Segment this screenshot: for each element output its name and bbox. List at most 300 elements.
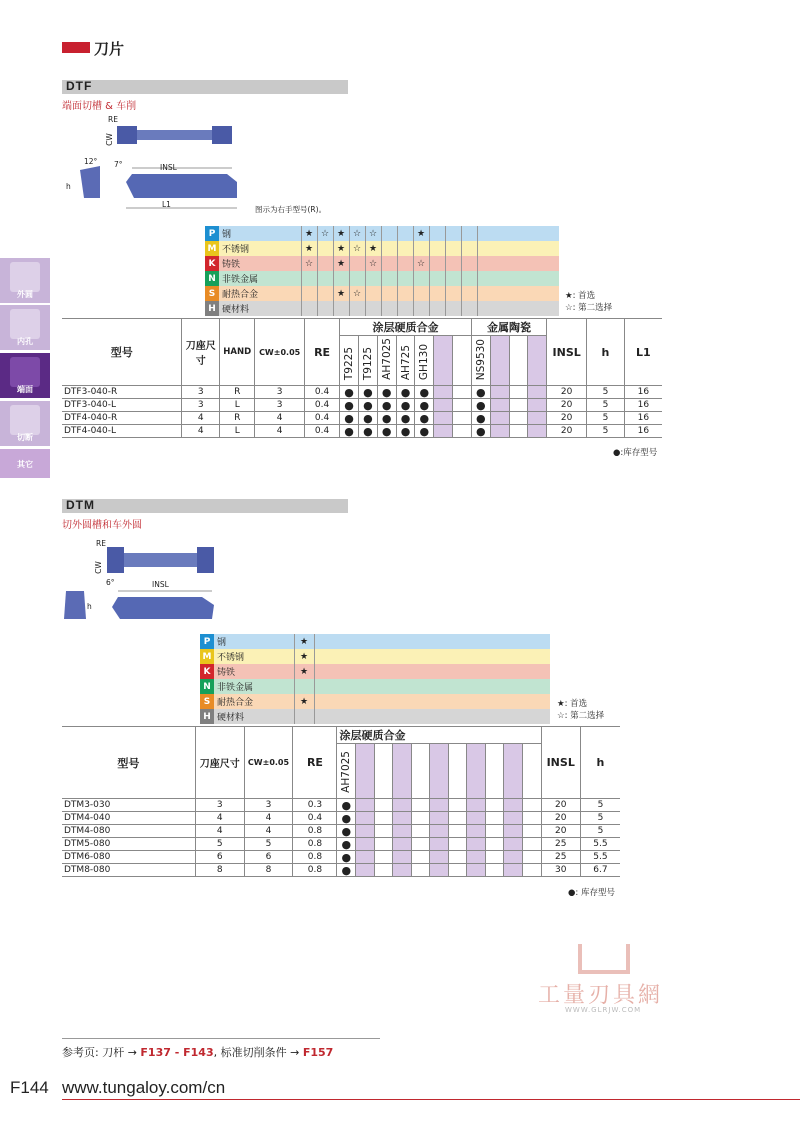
stock-availability-cell [356,799,375,812]
grade-name: AH7025 [380,338,393,380]
grade-column-header [359,336,378,386]
stock-availability-cell [528,412,547,425]
grade-name: NS9530 [474,338,487,380]
model-cell: DTM3-030 [62,799,195,812]
insl-cell: 20 [541,825,580,838]
stock-availability-cell: ● [337,851,356,864]
footer-ref-mid: , 标准切削条件 → [213,1046,300,1059]
stock-availability-cell [509,412,528,425]
grade-recommendation-mark: ☆ [349,226,365,241]
hand-cell: L [220,425,255,438]
material-name: 不锈钢 [219,241,301,256]
stock-availability-cell: ● [377,399,396,412]
insl-cell: 20 [541,812,580,825]
h-cell: 5 [580,799,620,812]
h-cell: 6.7 [580,864,620,877]
grade-recommendation-mark: ★ [333,256,349,271]
insl-cell: 25 [541,838,580,851]
dtf-title: DTF [66,79,93,93]
stock-availability-cell: ● [377,386,396,399]
stock-availability-cell: ● [471,425,490,438]
stock-availability-cell [522,825,541,838]
stock-availability-cell [411,825,430,838]
re-cell: 0.4 [304,386,339,399]
grade-column-header [509,336,528,386]
stock-availability-cell [411,799,430,812]
grade-recommendation-mark [397,301,413,316]
grade-recommendation-mark: ☆ [317,226,333,241]
grade-column-header [415,336,434,386]
grade-column-header [377,336,396,386]
stock-availability-cell [504,864,523,877]
material-code-badge: K [205,256,219,271]
stock-availability-cell [509,425,528,438]
grade-recommendation-mark [413,286,429,301]
grade-recommendation-mark: ☆ [349,241,365,256]
grade-recommendation-mark: ☆ [365,226,381,241]
grade-column-header [393,744,412,799]
dtm-angle-label: 6° [106,578,115,587]
model-cell: DTF3-040-L [62,399,182,412]
dtm-material-row [200,694,550,709]
grade-recommendation-mark [317,256,333,271]
stock-availability-cell [467,838,486,851]
material-code-badge: N [205,271,219,286]
h-cell: 5 [587,386,625,399]
material-code-badge: P [205,226,219,241]
grade-recommendation-mark [397,241,413,256]
material-row-filler [477,256,559,271]
hand-cell: L [220,399,255,412]
stock-availability-cell [393,838,412,851]
stock-availability-cell: ● [340,386,359,399]
dtm-stock-note: ●: 库存型号 [568,888,615,898]
dtf-l1-label: L1 [162,200,171,209]
cw-cell: 4 [244,825,293,838]
dtm-title: DTM [66,498,95,512]
watermark-logo-icon [578,944,630,974]
grade-recommendation-mark [349,256,365,271]
l1-cell: 16 [624,386,662,399]
table-row [62,812,620,825]
stock-availability-cell [374,838,393,851]
stock-availability-cell [485,799,504,812]
stock-availability-cell [374,799,393,812]
stock-availability-cell [504,825,523,838]
h-cell: 5 [587,399,625,412]
grade-recommendation-mark [333,301,349,316]
stock-availability-cell [522,799,541,812]
grade-column-header [434,336,453,386]
dtf-col-l1: L1 [624,319,662,386]
re-cell: 0.3 [293,799,337,812]
dtm-col-re: RE [293,727,337,799]
insl-cell: 20 [547,386,587,399]
grade-recommendation-mark [461,286,477,301]
grade-recommendation-mark: ★ [294,664,314,679]
stock-availability-cell: ● [471,412,490,425]
stock-availability-cell [393,812,412,825]
grade-recommendation-mark: ★ [294,649,314,664]
insl-cell: 20 [541,799,580,812]
grade-recommendation-mark [381,256,397,271]
stock-availability-cell: ● [471,399,490,412]
dtf-insert-diagram [62,112,342,212]
h-cell: 5 [587,412,625,425]
holder-size-cell: 3 [195,799,244,812]
stock-availability-cell: ● [340,399,359,412]
grade-recommendation-mark [333,271,349,286]
dtf-material-row [205,286,559,301]
stock-availability-cell [434,386,453,399]
grade-recommendation-mark: ★ [333,241,349,256]
grade-recommendation-mark [301,301,317,316]
material-row-filler [314,694,550,709]
grade-column-header [337,744,356,799]
dtm-section-header [62,499,348,513]
grade-name: T9225 [343,346,356,380]
grade-recommendation-mark [461,271,477,286]
dtm-material-row [200,649,550,664]
stock-availability-cell [490,412,509,425]
grade-recommendation-mark: ★ [413,226,429,241]
stock-availability-cell [467,825,486,838]
side-nav-item-face[interactable]: 端面 [0,353,50,399]
dtf-col-model: 型号 [62,319,182,386]
dtf-section-header [62,80,348,94]
grade-column-header [522,744,541,799]
dtm-legend-second: ☆: 第二选择 [557,711,605,721]
stock-availability-cell [509,386,528,399]
dtf-col-cw: CW±0.05 [255,319,305,386]
grade-recommendation-mark: ★ [294,694,314,709]
model-cell: DTF4-040-L [62,425,182,438]
grade-recommendation-mark [461,301,477,316]
dtf-data-table [62,318,662,438]
table-row [62,838,620,851]
grade-recommendation-mark: ★ [365,241,381,256]
re-cell: 0.4 [304,425,339,438]
cw-cell: 3 [255,399,305,412]
grade-column-header [467,744,486,799]
stock-availability-cell [448,864,467,877]
side-nav-item-other[interactable]: 其它 [0,449,50,479]
footer-ref-link-conditions[interactable]: F157 [302,1046,334,1059]
stock-availability-cell: ● [337,838,356,851]
stock-availability-cell: ● [337,864,356,877]
re-cell: 0.8 [293,838,337,851]
dtm-h-label: h [87,602,92,611]
dtm-group-coated: 涂层硬质合金 [337,727,541,744]
insl-cell: 20 [547,425,587,438]
stock-availability-cell [522,851,541,864]
dtm-material-row [200,679,550,694]
stock-availability-cell [434,412,453,425]
stock-availability-cell: ● [359,425,378,438]
stock-availability-cell [448,812,467,825]
re-cell: 0.4 [293,812,337,825]
stock-availability-cell [467,851,486,864]
title-accent-bar [62,42,90,53]
page-number: F144 [10,1078,49,1097]
grade-name: AH7025 [340,751,353,793]
stock-availability-cell [485,838,504,851]
grade-name: T9125 [361,346,374,380]
material-name: 耐热合金 [214,694,294,709]
stock-availability-cell [393,851,412,864]
grade-recommendation-mark: ☆ [413,256,429,271]
dtf-handedness-note: 图示为右手型号(R)。 [255,205,327,214]
stock-availability-cell [430,812,449,825]
grade-recommendation-mark [294,709,314,724]
model-cell: DTM6-080 [62,851,195,864]
stock-availability-cell [374,825,393,838]
stock-availability-cell [528,425,547,438]
stock-availability-cell [485,825,504,838]
dtm-col-cw: CW±0.05 [244,727,293,799]
table-row [62,386,662,399]
grade-recommendation-mark [301,286,317,301]
grade-recommendation-mark: ★ [301,226,317,241]
stock-availability-cell: ● [396,386,415,399]
material-code-badge: S [200,694,214,709]
material-row-filler [477,301,559,316]
side-nav-item-cutoff[interactable]: 切断 [0,401,50,447]
dtm-material-table [200,634,550,724]
grade-recommendation-mark [397,226,413,241]
dtf-material-row [205,241,559,256]
material-code-badge: N [200,679,214,694]
grade-recommendation-mark [413,301,429,316]
footer-url[interactable]: www.tungaloy.com/cn [62,1078,226,1097]
dtf-insert-top-left-head [117,126,137,144]
grade-recommendation-mark [445,271,461,286]
dtm-cw-label: CW [93,561,103,574]
stock-availability-cell [448,799,467,812]
grade-column-header [396,336,415,386]
re-cell: 0.8 [293,851,337,864]
dtm-legend-preferred: ★: 首选 [557,699,588,709]
grade-column-header [411,744,430,799]
external-turning-icon [10,262,40,292]
footer-reference [62,1044,333,1060]
side-nav [0,258,50,488]
stock-availability-cell [485,864,504,877]
grade-recommendation-mark [413,271,429,286]
material-row-filler [477,226,559,241]
stock-availability-cell: ● [359,386,378,399]
material-row-filler [477,241,559,256]
face-grooving-icon [10,357,40,387]
dtm-insert-side-view [64,591,86,619]
dtm-data-table [62,726,620,877]
stock-availability-cell: ● [337,799,356,812]
stock-availability-cell: ● [396,399,415,412]
stock-availability-cell: ● [415,386,434,399]
re-cell: 0.8 [293,864,337,877]
stock-availability-cell [504,812,523,825]
dtf-subtitle: 端面切槽 & 车削 [62,101,137,112]
dtf-legend-second: ☆: 第二选择 [565,303,613,313]
page-title: 刀片 [94,40,125,58]
dtm-col-holder: 刀座尺寸 [195,727,244,799]
cw-cell: 8 [244,864,293,877]
table-row [62,399,662,412]
grade-recommendation-mark: ☆ [301,256,317,271]
dtf-col-insl: INSL [547,319,587,386]
stock-availability-cell [356,864,375,877]
holder-size-cell: 5 [195,838,244,851]
cw-cell: 4 [255,412,305,425]
grade-recommendation-mark [445,241,461,256]
insl-cell: 20 [547,399,587,412]
cw-cell: 4 [244,812,293,825]
grade-recommendation-mark [381,286,397,301]
stock-availability-cell [528,386,547,399]
dtf-legend-preferred: ★: 首选 [565,291,596,301]
material-name: 硬材料 [219,301,301,316]
grade-recommendation-mark [397,286,413,301]
dtm-insert-front-view [112,597,214,619]
grade-recommendation-mark [413,241,429,256]
stock-availability-cell [356,838,375,851]
grade-recommendation-mark [429,241,445,256]
dtm-material-row [200,709,550,724]
material-code-badge: K [200,664,214,679]
dtm-insl-label: INSL [152,580,169,589]
dtf-h-label: h [66,182,71,191]
stock-availability-cell [453,412,472,425]
dtm-insert-top-right-head [197,547,214,573]
cw-cell: 3 [244,799,293,812]
stock-availability-cell [490,399,509,412]
grade-recommendation-mark: ★ [294,634,314,649]
stock-availability-cell [411,812,430,825]
dtf-material-row [205,256,559,271]
holder-size-cell: 6 [195,851,244,864]
material-name: 钢 [219,226,301,241]
dtf-material-row [205,226,559,241]
l1-cell: 16 [624,412,662,425]
grade-column-header [504,744,523,799]
model-cell: DTM5-080 [62,838,195,851]
grade-recommendation-mark [445,286,461,301]
grade-recommendation-mark [445,301,461,316]
dtm-material-row [200,634,550,649]
grade-recommendation-mark [317,301,333,316]
grade-column-header [430,744,449,799]
cw-cell: 4 [255,425,305,438]
grade-recommendation-mark [461,226,477,241]
watermark-url: WWW.GLRJW.COM [565,1006,642,1014]
grade-recommendation-mark [381,226,397,241]
table-row [62,799,620,812]
material-name: 铸铁 [219,256,301,271]
dtf-insert-front-view [126,174,237,198]
dtm-material-row [200,664,550,679]
internal-turning-icon [10,309,40,339]
table-row [62,825,620,838]
stock-availability-cell: ● [359,412,378,425]
dtf-col-re: RE [304,319,339,386]
dtm-col-insl: INSL [541,727,580,799]
stock-availability-cell [485,851,504,864]
dtf-angle2-label: 7° [114,160,123,169]
dtf-re-label: RE [108,115,118,124]
dtf-insl-label: INSL [160,163,177,172]
grade-recommendation-mark [445,256,461,271]
grade-recommendation-mark [429,286,445,301]
grade-recommendation-mark [381,241,397,256]
dtm-subtitle: 切外圆槽和车外圆 [62,520,142,531]
model-cell: DTM4-080 [62,825,195,838]
stock-availability-cell [504,799,523,812]
material-name: 非铁金属 [214,679,294,694]
model-cell: DTM4-040 [62,812,195,825]
footer-red-rule [62,1099,800,1100]
stock-availability-cell: ● [396,412,415,425]
stock-availability-cell [509,399,528,412]
grade-recommendation-mark [397,256,413,271]
material-code-badge: H [200,709,214,724]
stock-availability-cell [430,799,449,812]
stock-availability-cell [393,864,412,877]
l1-cell: 16 [624,425,662,438]
footer-ref-link-holders[interactable]: F137 - F143 [140,1046,214,1059]
grade-recommendation-mark [301,271,317,286]
material-name: 非铁金属 [219,271,301,286]
material-row-filler [477,286,559,301]
dtf-angle1-label: 12° [84,157,98,166]
stock-availability-cell: ● [337,812,356,825]
grade-recommendation-mark [349,301,365,316]
stock-availability-cell [411,851,430,864]
holder-size-cell: 4 [182,425,220,438]
cut-off-icon [10,405,40,435]
dtm-insert-top-body [117,553,202,567]
dtf-col-holder: 刀座尺寸 [182,319,220,386]
side-nav-item-external[interactable]: 外圆 [0,258,50,304]
dtm-re-label: RE [96,539,106,548]
material-code-badge: M [200,649,214,664]
holder-size-cell: 4 [182,412,220,425]
grade-recommendation-mark: ★ [301,241,317,256]
grade-recommendation-mark: ☆ [349,286,365,301]
grade-recommendation-mark [445,226,461,241]
hand-cell: R [220,412,255,425]
side-nav-item-internal[interactable]: 内孔 [0,305,50,351]
grade-recommendation-mark [429,301,445,316]
h-cell: 5 [580,825,620,838]
stock-availability-cell [467,864,486,877]
grade-recommendation-mark [349,271,365,286]
dtm-insert-top-left-head [107,547,124,573]
stock-availability-cell [430,851,449,864]
stock-availability-cell [374,812,393,825]
stock-availability-cell: ● [415,412,434,425]
table-row [62,864,620,877]
material-code-badge: P [200,634,214,649]
dtf-material-row [205,271,559,286]
grade-column-header [374,744,393,799]
grade-column-header [528,336,547,386]
h-cell: 5.5 [580,851,620,864]
grade-recommendation-mark: ☆ [365,256,381,271]
holder-size-cell: 4 [195,825,244,838]
material-row-filler [314,679,550,694]
grade-column-header [453,336,472,386]
grade-recommendation-mark [429,226,445,241]
